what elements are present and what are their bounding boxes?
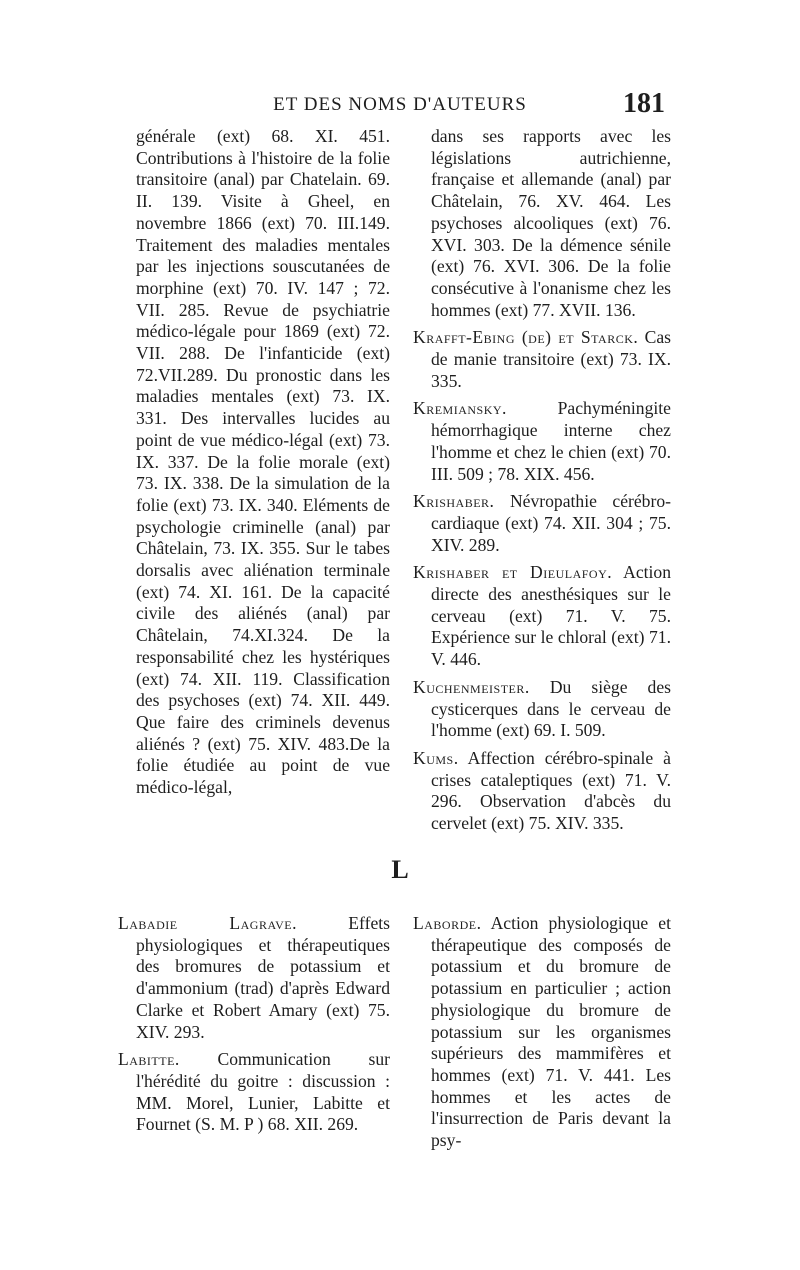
running-title: ET DES NOMS D'AUTEURS bbox=[273, 94, 527, 115]
page-number: 181 bbox=[623, 88, 665, 119]
index-entry bbox=[118, 1049, 390, 1136]
index-entry bbox=[413, 677, 671, 742]
index-entry bbox=[413, 491, 671, 556]
index-entry bbox=[413, 913, 671, 1152]
index-entry-continuation: générale (ext) 68. XI. 451. Contributions à l'histoire de la folie transitoire (anal) par Chatelain. 69. II. 139. Visite à Gheel, en novembre 1866 (ext) 70. III.149. Traitement des maladies mentales par les injections souscutanées de morphine (ext) 70. IV. 147 ; 72. VII. 285. Revue de psychiatrie médico-légale pour 1869 (ext) 72. VII. 288. De l'infanticide (ext) 72.VII.289. Du pronostic dans les maladies mentales (ext) 73. IX. 331. Des intervalles lucides au point de vue médico-légal (ext) 73. IX. 337. De la folie morale (ext) 73. IX. 338. De la simulation de la folie (ext) 73. IX. 340. Eléments de psychologie criminelle (anal) par Châtelain, 73. IX. 355. Sur le tabes dorsalis avec aliénation terminale (ext) 74. XI. 161. De la capacité civile des aliénés (anal) par Châtelain, 74.XI.324. De la responsabilité chez les hystériques (ext) 74. XII. 119. Classification des psychoses (ext) 74. XII. 449. Que faire des criminels devenus aliénés ? (ext) 75. XIV. 483.De la folie étudiée au point de vue médico-légal, bbox=[136, 126, 390, 798]
entry-text: Communication sur l'hérédité du goitre : discussion : MM. Morel, Lunier, Labitte et Fournet (S. M. P ) 68. XII. 269. bbox=[136, 1049, 390, 1135]
index-column-top-left bbox=[118, 126, 390, 805]
index-column-top-right bbox=[413, 126, 671, 841]
entry-text: Névropathie cérébro-cardiaque (ext) 74. XII. 304 ; 75. XIV. 289. bbox=[431, 491, 671, 555]
index-entry bbox=[413, 398, 671, 485]
author-name: Kums. bbox=[413, 747, 459, 768]
entry-text: Pachyméningite hémorrhagique interne chez l'homme et chez le chien (ext) 70. III. 509 ; 78. XIX. 456. bbox=[431, 398, 671, 484]
author-name: Kuchenmeister. bbox=[413, 676, 530, 697]
entry-text: Action directe des anesthésiques sur le cerveau (ext) 71. V. 75. Expérience sur le chloral (ext) 71. V. 446. bbox=[431, 562, 672, 670]
index-entry bbox=[413, 748, 671, 835]
author-name: Labadie Lagrave. bbox=[118, 913, 297, 933]
index-entry-continuation: dans ses rapports avec les législations autrichienne, française et allemande (anal) par Châtelain, 76. XV. 464. Les psychoses alcooliques (ext) 76. XVI. 303. De la démence sénile (ext) 76. XVI. 306. De la folie consécutive à l'onanisme chez les hommes (ext) 77. XVII. 136. bbox=[431, 126, 671, 320]
index-entry bbox=[413, 327, 671, 392]
entry-text: Action physiologique et thérapeutique des composés de potassium et du bromure de potassium en particulier ; action physiologique du bromure de potassium sur les organismes supérieurs des mammifères et hommes (ext) 71. V. 441. Les hommes et les actes de l'insurrection de Paris devant la psy- bbox=[431, 913, 671, 1151]
index-entry bbox=[413, 562, 671, 671]
author-name: Krishaber. bbox=[413, 491, 495, 512]
author-name: Krishaber et Dieulafoy. bbox=[413, 562, 613, 583]
author-name: Labitte. bbox=[118, 1049, 180, 1070]
author-name: Kremiansky. bbox=[413, 398, 507, 419]
index-column-bottom-right bbox=[413, 913, 671, 1158]
author-name: Laborde. bbox=[413, 913, 482, 933]
page-header bbox=[0, 88, 800, 128]
entry-text: Cas de manie transitoire (ext) 73. IX. 335. bbox=[431, 327, 671, 391]
index-entry bbox=[118, 913, 390, 1043]
entry-text: Effets physiologiques et thérapeutiques des bromures de potassium et d'ammonium (trad) d'après Edward Clarke et Robert Amary (ext) 75. XIV. 293. bbox=[136, 913, 390, 1042]
index-column-bottom-left bbox=[118, 913, 390, 1142]
author-name: Krafft-Ebing (de) et Starck. bbox=[413, 327, 639, 348]
entry-text: Affection cérébro-spinale à crises cataleptiques (ext) 71. V. 296. Observation d'abcès du cervelet (ext) 75. XIV. 335. bbox=[431, 747, 671, 834]
entry-text: Du siège des cysticerques dans le cerveau de l'homme (ext) 69. I. 509. bbox=[431, 676, 671, 741]
section-letter-heading: L bbox=[391, 855, 409, 884]
